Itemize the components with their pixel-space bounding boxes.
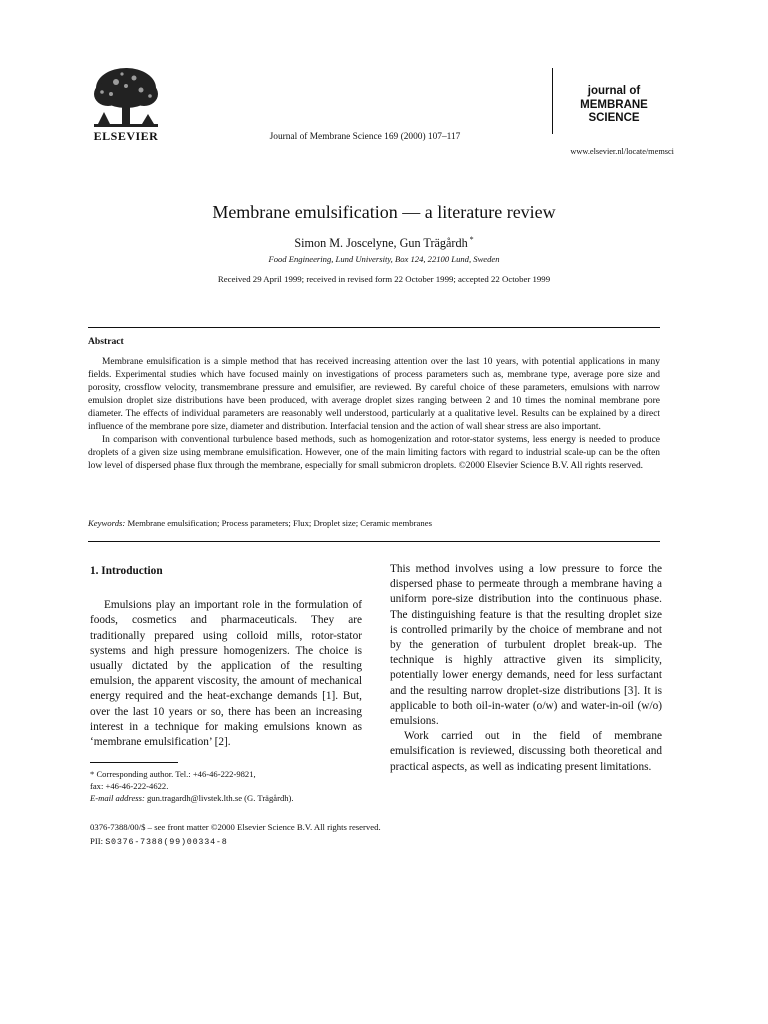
abstract-bottom-rule — [88, 541, 660, 542]
journal-url[interactable]: www.elsevier.nl/locate/memsci — [570, 147, 674, 156]
footnote — [90, 768, 362, 804]
journal-logo-line-3: SCIENCE — [588, 112, 640, 124]
pii-line — [90, 836, 228, 847]
abstract-body — [88, 356, 660, 473]
keywords-label: Keywords: — [88, 518, 126, 528]
right-column — [390, 562, 662, 775]
copyright-line: 0376-7388/00/$ – see front matter ©2000 Elsevier Science B.V. All rights reserved. — [90, 822, 381, 832]
publisher-name: ELSEVIER — [93, 129, 159, 143]
journal-logo-line-1: journal of — [587, 85, 641, 97]
abstract-top-rule — [88, 327, 660, 328]
article-title: Membrane emulsification — a literature review — [212, 202, 556, 222]
author-affiliation: Food Engineering, Lund University, Box 124, 22100 Lund, Sweden — [268, 254, 500, 264]
introduction-paragraph-3: Work carried out in the field of membrane emulsification is reviewed, discussing both theoretical and practical aspects, as well as indicating present limitations. — [390, 730, 662, 773]
abstract-paragraph-1: Membrane emulsification is a simple method that has received increasing attention over the last 10 years, with potential applications in many fields. Experimental studies which have focused mainly on investigations of process parameters such as, membrane type, average pore size and porosity, crossflow velocity, transmembrane pressure and emulsifier, are reviewed. By careful choice of these parameters, emulsions with narrow emulsion droplet size distributions have been produced, with average droplet sizes ranging between 2 and 10 times the nominal membrane pore diameter. The effects of individual parameters are reasonably well understood, particularly at a qualitative level. Results can be explained by a direct influence of the membrane pore size, diameter and distribution. Interfacial tension and the action of wall shear stress are also important. — [88, 357, 660, 432]
article-authors — [0, 235, 768, 251]
section-heading-introduction: 1. Introduction — [90, 565, 163, 577]
author-names: Simon M. Joscelyne, Gun Trägårdh — [294, 236, 468, 251]
email-label: E-mail address: — [90, 793, 145, 803]
received-dates: Received 29 April 1999; received in revised form 22 October 1999; accepted 22 October 1999 — [217, 274, 551, 284]
keywords-list: Membrane emulsification; Process parameters; Flux; Droplet size; Ceramic membranes — [127, 518, 432, 528]
journal-logo-line-2: MEMBRANE — [580, 99, 648, 111]
introduction-paragraph-2: This method involves using a low pressure to force the dispersed phase to permeate through a membrane having a uniform pore-size distribution into the continuous phase. The distinguishing feature is that the resulting droplet size is controlled primarily by the choice of membrane and not by the generation of turbulent droplet break-up. The technique is highly attractive given its simplicity, potentially lower energy demands, need for less surfactant and the resulting narrow droplet-size distributions [3]. It is applicable to both oil-in-water (o/w) and water-in-oil (w/o) emulsions. — [390, 563, 662, 728]
corresponding-author-mark: * — [469, 235, 474, 244]
footnote-line-2: fax: +46-46-222-4622. — [90, 781, 169, 791]
pii-label: PII: — [90, 836, 104, 846]
introduction-paragraph-1: Emulsions play an important role in the formulation of foods, cosmetics and pharmaceuticals. They are traditionally prepared using colloid mills, rotor-stator systems and high pressure homogenizers. The choice is usually dictated by the application of the resulting emulsion, the apparent viscosity, the amount of mechanical energy required and the heat-exchange demands [1]. But, over the last 10 years or so, there has been an increasing interest in a technique for making emulsions known as ‘membrane emulsification’ [2]. — [90, 599, 362, 749]
journal-logo — [552, 68, 675, 134]
footnote-rule — [90, 762, 178, 763]
keywords — [88, 518, 660, 528]
abstract-paragraph-2: In comparison with conventional turbulence based methods, such as homogenization and rotor-stator systems, less energy is needed to produce droplets of a given size using membrane emulsification. However, one of the main limiting factors with regard to industrial scale-up can be the often low level of dispersed phase flux through the membrane, especially for small submicron droplets. ©2000 Elsevier Science B.V. All rights reserved. — [88, 435, 660, 471]
left-column — [90, 562, 362, 750]
abstract-heading: Abstract — [88, 336, 124, 347]
pii-code: S0376-7388(99)00334-8 — [105, 837, 228, 847]
footnote-email-line — [90, 792, 362, 804]
journal-reference: Journal of Membrane Science 169 (2000) 107–117 — [269, 132, 461, 142]
email-address[interactable]: gun.tragardh@livstek.lth.se (G. Trägårdh). — [146, 793, 294, 803]
footnote-line-1: * Corresponding author. Tel.: +46-46-222-9821, — [90, 769, 256, 779]
